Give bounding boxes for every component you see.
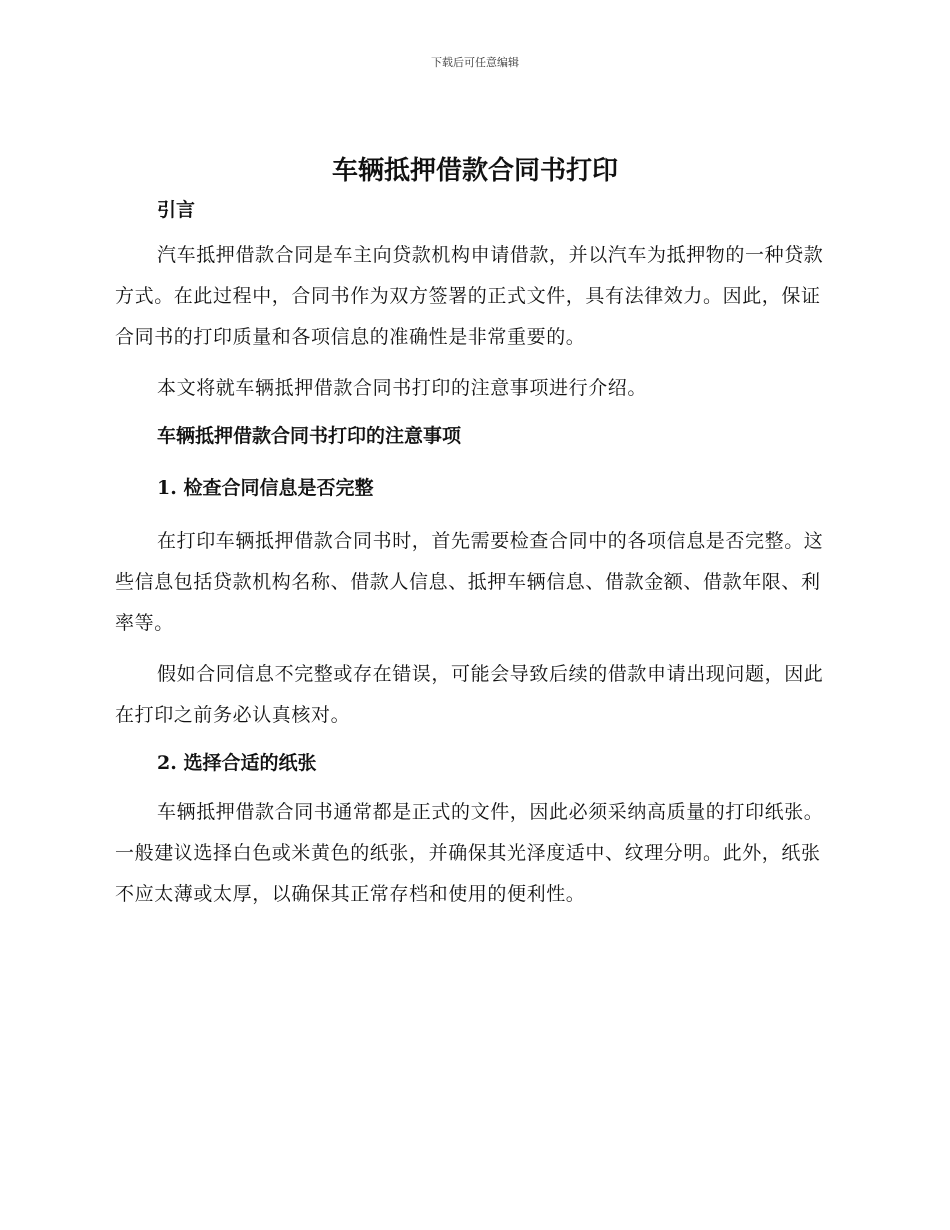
intro-paragraph-2: 本文将就车辆抵押借款合同书打印的注意事项进行介绍。: [157, 377, 648, 399]
item2-heading: 2. 选择合适的纸张: [157, 752, 317, 774]
item2-paragraph-1: 车辆抵押借款合同书通常都是正式的文件，因此必须采纳高质量的打印纸张。一般建议选择白色或米黄色的纸张，并确保其光泽度适中、纹理分明。此外，纸张不应太薄或太厚，以确保其正常存档和使用的便利性。: [115, 801, 824, 905]
document-body: [115, 193, 833, 915]
intro-heading: 引言: [157, 199, 196, 221]
header-note: 下载后可任意编辑: [431, 56, 519, 69]
intro-paragraph-1: 汽车抵押借款合同是车主向贷款机构申请借款，并以汽车为抵押物的一种贷款方式。在此过程中，合同书作为双方签署的正式文件，具有法律效力。因此，保证合同书的打印质量和各项信息的准确性是非常重要的。: [115, 244, 824, 348]
notes-heading: 车辆抵押借款合同书打印的注意事项: [157, 425, 462, 447]
item1-heading: 1. 检查合同信息是否完整: [157, 477, 374, 499]
item1-paragraph-1: 在打印车辆抵押借款合同书时，首先需要检查合同中的各项信息是否完整。这些信息包括贷款机构名称、借款人信息、抵押车辆信息、借款金额、借款年限、利率等。: [115, 530, 824, 634]
document-title: 车辆抵押借款合同书打印: [331, 156, 618, 186]
item1-paragraph-2: 假如合同信息不完整或存在错误，可能会导致后续的借款申请出现问题，因此在打印之前务必认真核对。: [115, 663, 824, 726]
